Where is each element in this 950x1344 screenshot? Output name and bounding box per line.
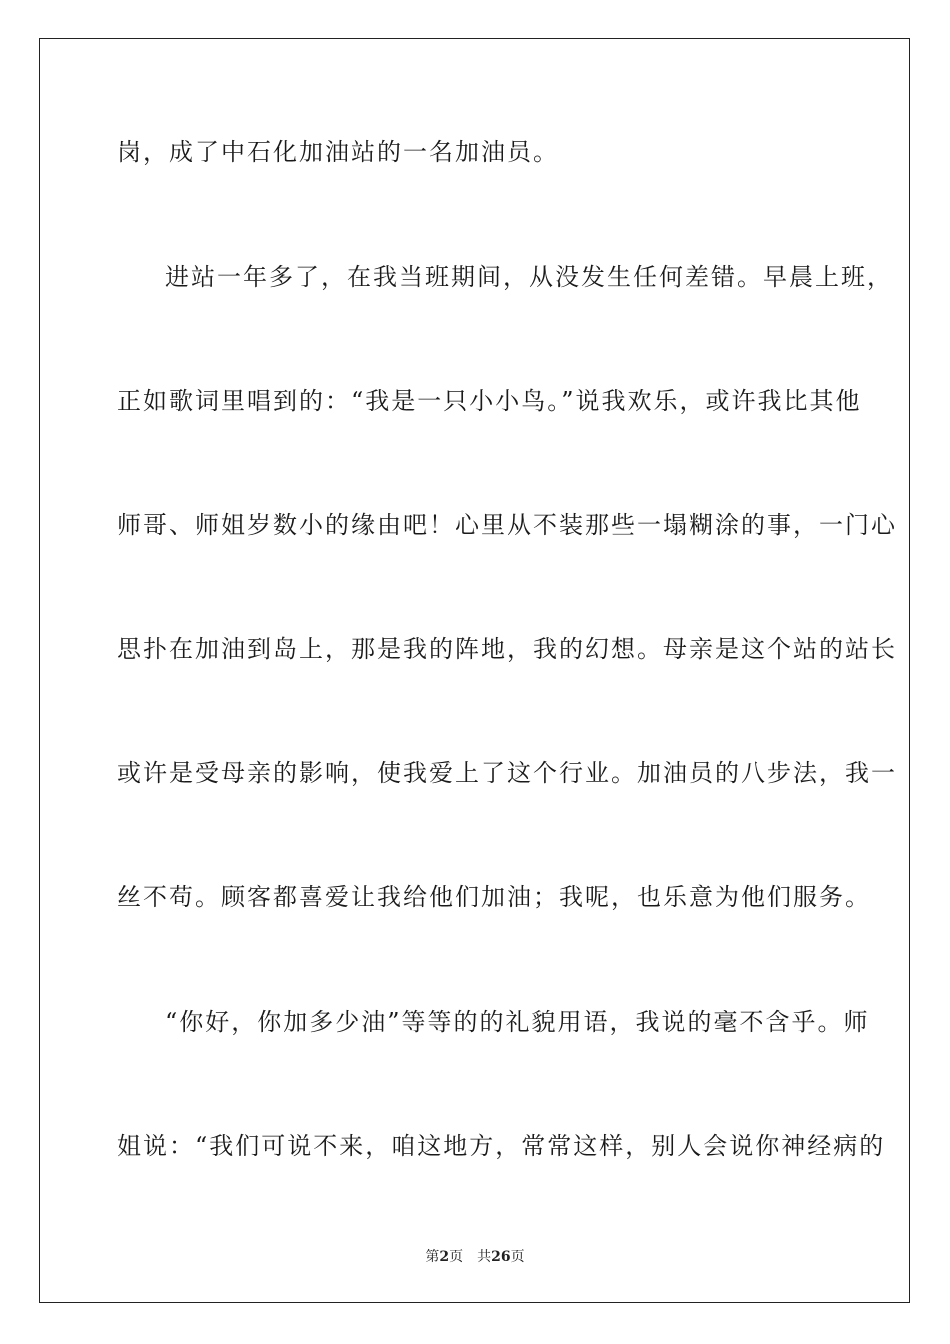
footer-total-pages: 26 [491, 1249, 511, 1265]
footer-page-number: 2 [439, 1249, 450, 1265]
text-line-6: 或许是受母亲的影响，使我爱上了这个行业。加油员的八步法，我一 [117, 759, 897, 787]
footer-page-suffix: 页 [449, 1249, 464, 1265]
text-line-1: 岗，成了中石化加油站的一名加油员。 [117, 138, 559, 166]
text-line-3: 正如歌词里唱到的：“我是一只小小鸟。”说我欢乐，或许我比其他 [117, 387, 862, 415]
text-line-7: 丝不苟。顾客都喜爱让我给他们加油；我呢，也乐意为他们服务。 [117, 883, 871, 911]
text-line-5: 思扑在加油到岛上，那是我的阵地，我的幻想。母亲是这个站的站长 [117, 635, 897, 663]
text-line-4: 师哥、师姐岁数小的缘由吧！心里从不装那些一塌糊涂的事，一门心 [117, 511, 897, 539]
text-line-9: 姐说：“我们可说不来，咱这地方，常常这样，别人会说你神经病的 [117, 1132, 886, 1160]
footer-total-suffix: 页 [510, 1249, 525, 1265]
footer-total-prefix: 共 [477, 1249, 492, 1265]
text-line-8: “你好，你加多少油”等等的的礼貌用语，我说的毫不含乎。师 [165, 1008, 870, 1036]
footer-page-prefix: 第 [425, 1249, 440, 1265]
text-line-2: 进站一年多了，在我当班期间，从没发生任何差错。早晨上班， [165, 263, 893, 291]
page-border [39, 38, 910, 1303]
page-footer [0, 1248, 950, 1266]
